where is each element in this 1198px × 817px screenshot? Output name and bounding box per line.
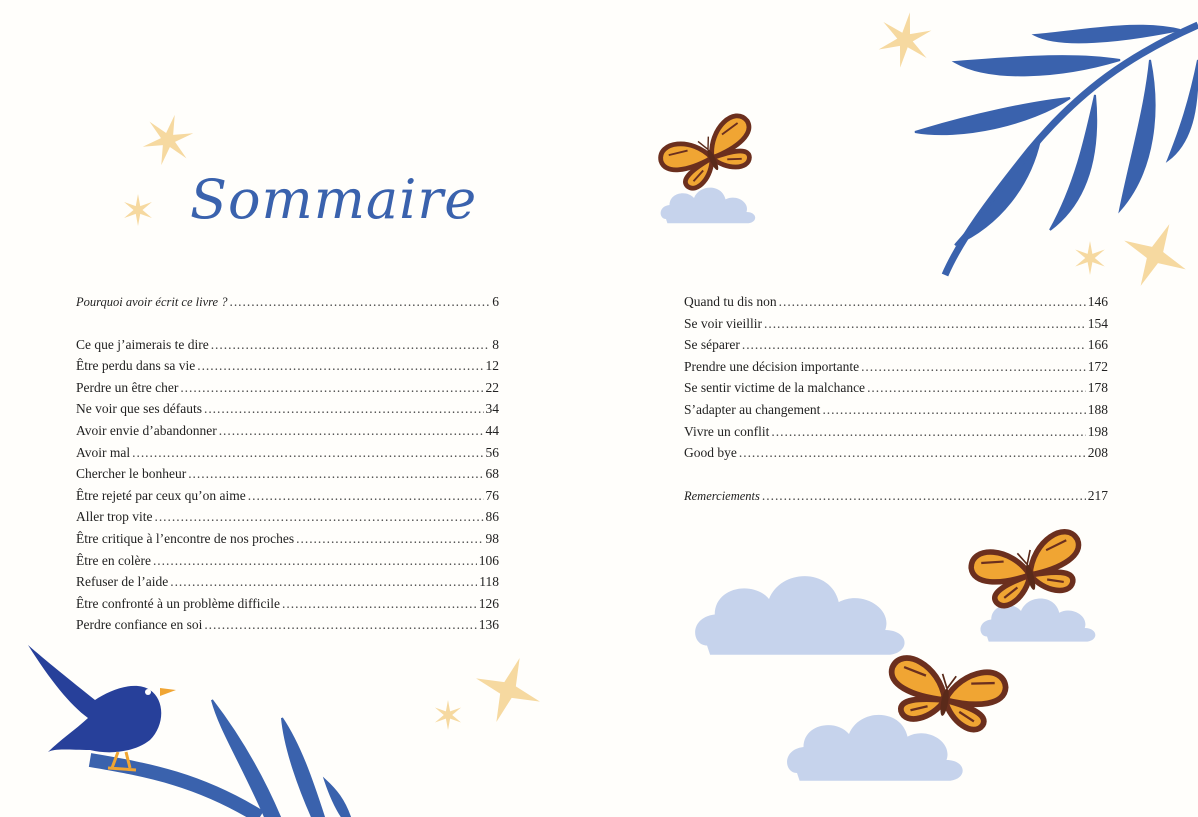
- toc-entry-page: 188: [1087, 401, 1108, 417]
- star-icon: [435, 700, 461, 730]
- table-of-contents-left: [76, 291, 499, 636]
- toc-entry-page: 56: [485, 444, 499, 460]
- toc-entry[interactable]: [76, 291, 499, 313]
- toc-entry-label: Avoir mal: [76, 444, 131, 460]
- dot-leader: [248, 485, 484, 507]
- dot-leader: [282, 593, 477, 615]
- toc-entry-label: Perdre confiance en soi: [76, 617, 203, 633]
- toc-entry-page: 106: [478, 552, 499, 568]
- toc-entry-label: Vivre un conflit: [684, 423, 770, 439]
- toc-entry[interactable]: [76, 420, 499, 442]
- toc-entry-label: Être rejeté par ceux qu’on aime: [76, 487, 246, 503]
- dot-leader: [229, 291, 490, 313]
- toc-entry-page: 118: [479, 574, 499, 590]
- toc-entry[interactable]: [76, 398, 499, 420]
- toc-entry-label: Prendre une décision importante: [684, 358, 860, 374]
- toc-entry-page: 68: [485, 466, 499, 482]
- toc-entry-page: 178: [1087, 380, 1108, 396]
- toc-entry-page: 44: [485, 422, 499, 438]
- toc-entry[interactable]: [684, 313, 1108, 335]
- dot-leader: [742, 334, 1086, 356]
- toc-entry[interactable]: [76, 593, 499, 615]
- toc-entry-page: 86: [485, 509, 499, 525]
- toc-entry-page: 98: [485, 530, 499, 546]
- butterfly-icon: [968, 528, 1089, 611]
- toc-entry-page: 136: [478, 617, 499, 633]
- dot-leader: [153, 550, 477, 572]
- dot-leader: [764, 313, 1086, 335]
- toc-entry[interactable]: [76, 528, 499, 550]
- star-icon: [464, 646, 551, 733]
- toc-entry-page: 6: [492, 294, 499, 309]
- toc-entry-label: Ce que j’aimerais te dire: [76, 336, 209, 352]
- toc-entry-label: Perdre un être cher: [76, 379, 179, 395]
- dot-leader: [154, 506, 483, 528]
- toc-entry-page: 76: [485, 487, 499, 503]
- dot-leader: [132, 442, 483, 464]
- toc-entry[interactable]: [76, 377, 499, 399]
- toc-entry[interactable]: [76, 506, 499, 528]
- page-title: Sommaire: [190, 168, 478, 231]
- toc-entry[interactable]: [76, 571, 499, 593]
- dot-leader: [211, 334, 491, 356]
- star-icon: [1110, 210, 1198, 300]
- toc-entry-label: Aller trop vite: [76, 509, 153, 525]
- cloud-icon: [787, 715, 963, 781]
- dot-leader: [779, 291, 1086, 313]
- table-of-contents-right: [684, 291, 1108, 506]
- toc-entry-label: Pourquoi avoir écrit ce livre ?: [76, 295, 228, 309]
- dot-leader: [204, 398, 484, 420]
- dot-leader: [197, 355, 483, 377]
- toc-entry[interactable]: [76, 442, 499, 464]
- toc-entry-page: 126: [478, 595, 499, 611]
- toc-entry[interactable]: [76, 550, 499, 572]
- bird-icon: [28, 645, 176, 770]
- toc-entry[interactable]: [684, 485, 1108, 507]
- toc-entry-page: 8: [492, 336, 499, 352]
- toc-entry[interactable]: [76, 355, 499, 377]
- toc-entry[interactable]: [684, 377, 1108, 399]
- dot-leader: [739, 442, 1086, 464]
- cloud-icon: [695, 576, 904, 655]
- toc-entry-label: S’adapter au changement: [684, 401, 821, 417]
- toc-entry[interactable]: [684, 334, 1108, 356]
- dot-leader: [822, 399, 1085, 421]
- toc-entry-label: Chercher le bonheur: [76, 466, 187, 482]
- dot-leader: [188, 463, 483, 485]
- toc-entry[interactable]: [76, 334, 499, 356]
- toc-entry[interactable]: [684, 291, 1108, 313]
- star-icon: [139, 109, 196, 171]
- toc-entry-page: 166: [1087, 337, 1108, 353]
- toc-entry[interactable]: [684, 442, 1108, 464]
- butterfly-icon: [657, 112, 764, 197]
- toc-entry-label: Remerciements: [684, 488, 760, 503]
- toc-entry-label: Good bye: [684, 445, 737, 461]
- toc-entry-page: 172: [1087, 358, 1108, 374]
- dot-leader: [180, 377, 483, 399]
- toc-entry[interactable]: [76, 463, 499, 485]
- dot-leader: [762, 485, 1086, 507]
- leaf-branch-icon: [915, 25, 1198, 275]
- toc-entry-label: Refuser de l’aide: [76, 574, 169, 590]
- toc-entry-page: 12: [485, 358, 499, 374]
- toc-entry-page: 208: [1087, 445, 1108, 461]
- toc-entry-label: Être confronté à un problème difficile: [76, 595, 281, 611]
- toc-entry-label: Être perdu dans sa vie: [76, 358, 196, 374]
- toc-entry-page: 198: [1087, 423, 1108, 439]
- star-icon: [124, 194, 152, 226]
- toc-entry-label: Quand tu dis non: [684, 294, 777, 309]
- dot-leader: [771, 421, 1085, 443]
- toc-entry-page: 146: [1087, 294, 1108, 309]
- toc-entry-label: Se sentir victime de la malchance: [684, 380, 866, 396]
- toc-entry-label: Être en colère: [76, 552, 151, 568]
- toc-entry[interactable]: [684, 421, 1108, 443]
- toc-entry-page: 22: [485, 379, 499, 395]
- toc-entry[interactable]: [76, 485, 499, 507]
- dot-leader: [219, 420, 484, 442]
- toc-entry-label: Se voir vieillir: [684, 315, 762, 331]
- toc-entry[interactable]: [684, 399, 1108, 421]
- dot-leader: [867, 377, 1086, 399]
- toc-entry-label: Se séparer: [684, 337, 740, 353]
- star-icon: [1075, 241, 1105, 275]
- dot-leader: [861, 356, 1086, 378]
- dot-leader: [296, 528, 483, 550]
- cloud-icon: [661, 188, 756, 224]
- toc-entry-label: Ne voir que ses défauts: [76, 401, 202, 417]
- toc-entry-page: 34: [485, 401, 499, 417]
- dot-leader: [204, 614, 476, 636]
- star-icon: [876, 8, 934, 72]
- toc-entry[interactable]: [684, 356, 1108, 378]
- toc-entry-label: Avoir envie d’abandonner: [76, 422, 217, 438]
- toc-entry-page: 154: [1087, 315, 1108, 331]
- dot-leader: [170, 571, 477, 593]
- toc-entry[interactable]: [76, 614, 499, 636]
- butterfly-icon: [884, 656, 1008, 735]
- toc-entry-page: 217: [1087, 487, 1108, 503]
- toc-entry-label: Être critique à l’encontre de nos proches: [76, 530, 295, 546]
